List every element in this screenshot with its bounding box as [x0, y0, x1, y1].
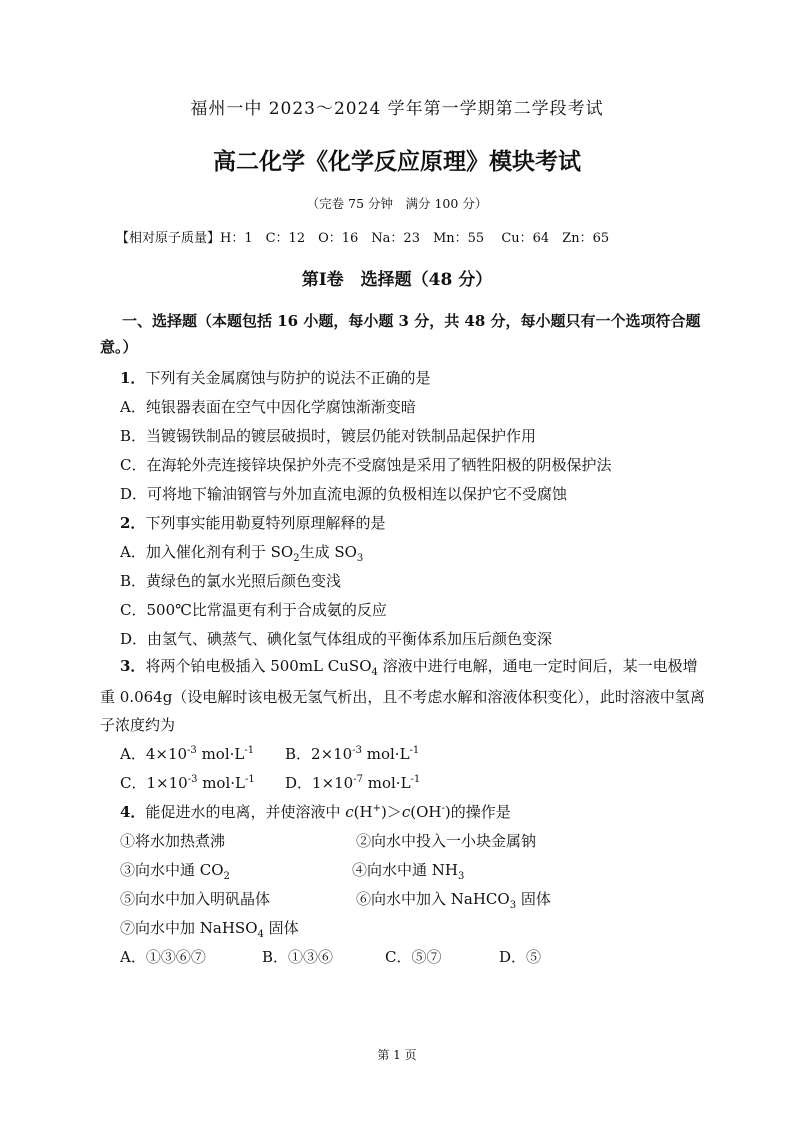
- superscript: -1: [410, 774, 421, 785]
- item-text: 固体: [263, 919, 299, 937]
- question-4-item-5: ⑤向水中加入明矾晶体: [120, 890, 271, 908]
- question-4-number: 4．: [120, 803, 146, 821]
- question-1-stem: [120, 367, 430, 388]
- question-4-item-1: ①将水加热煮沸: [120, 832, 226, 850]
- unit: mol·L: [197, 774, 245, 792]
- school-exam-title: 福州一中 2023～2024 学年第一学期第二学段考试: [190, 99, 604, 119]
- question-4-option-b: B．①③⑥: [262, 948, 334, 966]
- item-text: ③向水中通 CO: [120, 861, 224, 879]
- question-1-option-a: A．纯银器表面在空气中因化学腐蚀渐渐变暗: [120, 398, 416, 416]
- subscript: 4: [257, 929, 264, 940]
- exam-subtitle: （完卷 75 分钟 满分 100 分）: [306, 196, 488, 211]
- subscript: 3: [509, 900, 517, 911]
- concentration-symbol: c: [345, 803, 354, 821]
- question-4-item-2: ②向水中投入一小块金属钠: [356, 832, 537, 850]
- question-4-text-1: 能促进水的电离，并使溶液中: [145, 803, 346, 821]
- question-4-item-6: [356, 888, 551, 911]
- question-4-option-c: C．⑤⑦: [385, 948, 442, 966]
- question-2-text: 下列事实能用勒夏特列原理解释的是: [145, 514, 386, 532]
- superscript: -1: [245, 774, 255, 785]
- question-3-option-b: [285, 743, 419, 764]
- option-a-text-2: 生成 SO: [299, 543, 357, 561]
- question-4-item-3: [120, 859, 230, 882]
- item-text: 固体: [516, 890, 551, 908]
- item-text: ⑦向水中加 NaHSO: [120, 919, 258, 937]
- option-text: D．1×10: [285, 774, 354, 792]
- question-2-option-b: B．黄绿色的氯水光照后颜色变浅: [120, 572, 342, 590]
- unit: mol·L: [196, 745, 245, 763]
- concentration-symbol: c: [401, 803, 411, 821]
- subscript: 3: [457, 871, 465, 882]
- question-1-number: 1．: [120, 369, 146, 387]
- subscript: 3: [356, 553, 364, 564]
- question-3-option-d: [285, 772, 420, 793]
- question-1-option-b: B．当镀锡铁制品的镀层破损时，镀层仍能对铁制品起保护作用: [120, 427, 537, 445]
- subscript: 2: [223, 871, 230, 882]
- question-4-stem: [120, 801, 511, 822]
- exam-title: 高二化学《化学反应原理》模块考试: [213, 149, 581, 175]
- unit: mol·L: [361, 745, 410, 763]
- question-4-item-4: [352, 859, 464, 882]
- comparison: )＞: [380, 803, 402, 821]
- question-2-option-a: [120, 541, 363, 564]
- option-text: C．1×10: [120, 774, 188, 792]
- superscript: -1: [244, 745, 255, 756]
- item-text: ④向水中通 NH: [352, 861, 458, 879]
- question-4-text-2: )的操作是: [444, 803, 511, 821]
- superscript: +: [372, 803, 381, 814]
- ion-oh: (OH: [410, 803, 442, 821]
- question-1-text: 下列有关金属腐蚀与防护的说法不正确的是: [145, 369, 431, 387]
- question-4-item-7: [120, 917, 299, 940]
- question-3-line-2: 重 0.064g（设电解时该电极无氢气析出，且不考虑水解和溶液体积变化），此时溶液中氢离: [100, 688, 705, 706]
- question-3-line-3: 子浓度约为: [100, 716, 176, 734]
- question-2-stem: [120, 512, 385, 533]
- question-3-text-1: 将两个铂电极插入 500mL CuSO: [145, 657, 372, 675]
- question-3-option-c: [120, 772, 255, 793]
- option-text: B．2×10: [285, 745, 353, 763]
- superscript: -7: [353, 774, 363, 785]
- superscript: -: [441, 803, 445, 814]
- superscript: -3: [187, 745, 197, 756]
- option-a-text-1: A．加入催化剂有利于 SO: [120, 543, 294, 561]
- question-2-number: 2．: [120, 514, 146, 532]
- question-2-option-c: C．500℃比常温更有利于合成氨的反应: [120, 601, 387, 619]
- question-1-option-c: C．在海轮外壳连接锌块保护外壳不受腐蚀是采用了牺牲阳极的阴极保护法: [120, 456, 612, 474]
- part-heading: 第Ⅰ卷 选择题（48 分）: [301, 270, 493, 290]
- question-3-option-a: [120, 743, 254, 764]
- option-text: A．4×10: [120, 745, 188, 763]
- superscript: -1: [409, 745, 420, 756]
- subscript: 2: [293, 553, 300, 564]
- item-text: ⑥向水中加入 NaHCO: [356, 890, 510, 908]
- section-instructions: 一、选择题（本题包括 16 小题，每小题 3 分，共 48 分，每小题只有一个选项符合题意。）: [100, 312, 701, 356]
- question-4-option-a: A．①③⑥⑦: [120, 948, 206, 966]
- question-3-stem: [100, 653, 724, 687]
- subscript: 4: [371, 667, 378, 678]
- question-3-number: 3．: [120, 657, 146, 675]
- page-number: 第 1 页: [377, 1048, 417, 1062]
- superscript: -3: [352, 745, 362, 756]
- question-3-text-2: 溶液中进行电解，通电一定时间后，某一电极增: [377, 657, 698, 675]
- question-1-option-d: D．可将地下输油钢管与外加直流电源的负极相连以保护它不受腐蚀: [120, 485, 568, 503]
- unit: mol·L: [362, 774, 411, 792]
- question-2-option-d: D．由氢气、碘蒸气、碘化氢气体组成的平衡体系加压后颜色变深: [120, 630, 553, 648]
- atomic-mass-line: 【相对原子质量】H：1 C：12 O：16 Na：23 Mn：55 Cu：64 Zn：65: [116, 231, 610, 246]
- superscript: -3: [187, 774, 198, 785]
- question-4-option-d: D．⑤: [499, 948, 542, 966]
- ion-h: (H: [353, 803, 373, 821]
